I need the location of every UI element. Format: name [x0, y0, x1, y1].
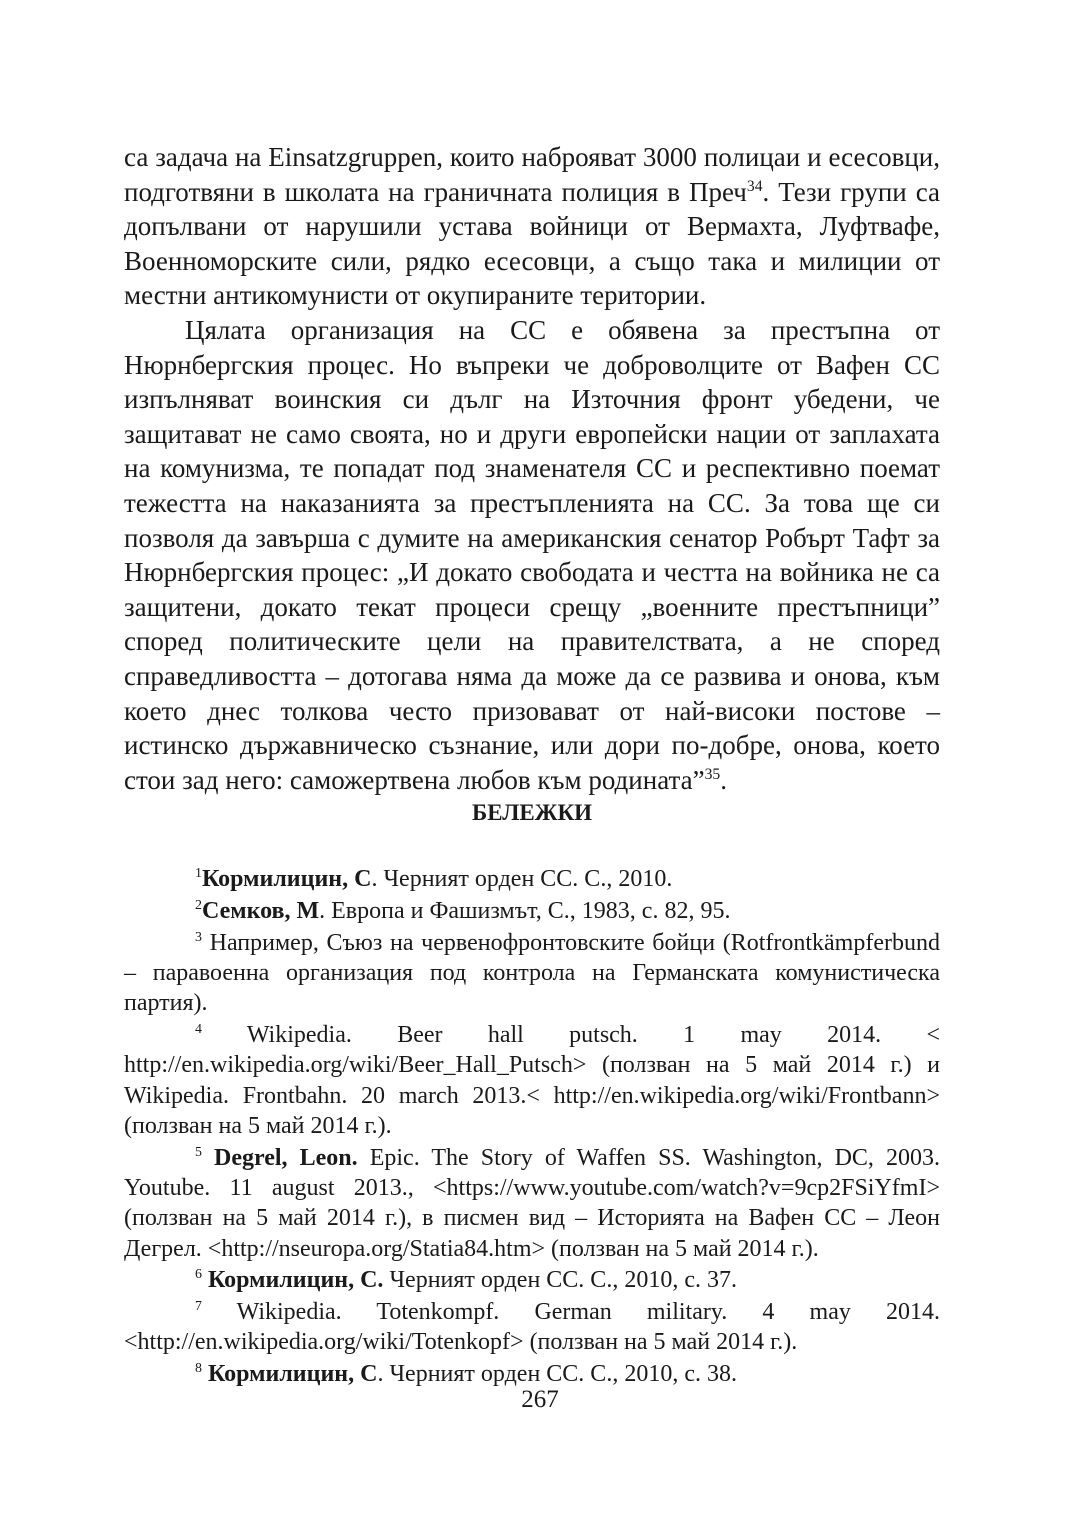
note-item: [124, 1297, 940, 1358]
note-author: Degrel, Leon.: [201, 1144, 358, 1171]
note-number: 8: [195, 1361, 202, 1377]
paragraph-1-text-end: . Тези групи са допълвани от нарушили устава войници от Вермахта, Луфтвафе, Военноморските сили, рядко есесовци, а също така и милиции от местни антикомунисти от окупираните територии.: [124, 176, 940, 311]
note-text: Wikipedia. Totenkompf. German military. 4 may 2014. <http://en.wikipedia.org/wiki/Totenkopf> (ползван на 5 май 2014 г.).: [124, 1299, 940, 1356]
note-number: 1: [195, 866, 202, 881]
note-item: [124, 1143, 940, 1264]
paragraph-2: [124, 313, 940, 797]
note-text: . Черният орден СС. С., 2010, с. 38.: [377, 1361, 737, 1388]
note-text: Черният орден СС. С., 2010, с. 37.: [383, 1267, 737, 1294]
note-text: . Европа и Фашизмът, С., 1983, с. 82, 95.: [319, 897, 731, 924]
note-text: . Черният орден СС. С., 2010.: [371, 866, 673, 892]
note-number: 6: [195, 1267, 202, 1283]
paragraph-1-text: са задача на Einsatzgruppen, които наброяват 3000 полицаи и есесовци, подготвяни в школата на граничната полиция в Преч: [124, 142, 940, 207]
paragraph-2-text: Цялата организация на СС е обявена за престъпна от Нюрнбергския процес. Но въпреки че доброволците от Вафен СС изпълняват воинския си дълг на Източния фронт убедени, че защитават не само своята, но и други европейски нации от заплахата на комунизма, те попадат под знаменателя СС и респективно поемат тежестта на наказанията за престъпленията на СС. За това ще си позволя да завърша с думите на американския сенатор Робърт Тафт за Нюрнбергския процес: „И докато свободата и честта на войника не са защитени, докато текат процеси срещу „военните престъпници” според политическите цели на правителствата, а не според справедливостта – дотогава няма да може да се развива и онова, към което днес толкова често призовават от най-високи постове – истинско държавническо съзнание, или дори по-добре, онова, което стои зад него: саможертвена любов към родината”: [124, 314, 940, 795]
note-number: 2: [195, 897, 202, 913]
page-number: 267: [521, 1386, 559, 1413]
paragraph-2-text-end: .: [720, 764, 727, 795]
note-number: 5: [195, 1144, 202, 1160]
notes-list: [124, 864, 940, 1391]
footnote-ref-35: 35: [704, 765, 721, 783]
note-author: Семков, М: [201, 897, 320, 924]
note-item: [124, 1265, 940, 1295]
note-item: [124, 1020, 940, 1141]
note-author: Кормилицин, С.: [201, 1267, 384, 1294]
note-author: Кормилицин, С: [201, 1361, 378, 1388]
note-item: [124, 1359, 940, 1389]
note-number: 7: [195, 1299, 202, 1315]
note-item: [124, 896, 940, 926]
note-author: Кормилицин, С: [201, 866, 372, 892]
note-number: 4: [195, 1021, 202, 1037]
note-item: [124, 928, 940, 1019]
note-text: Epic. The Story of Waffen SS. Washington, DC, 2003. Youtube. 11 august 2013., <https://www.youtube.com/watch?v=9cp2FSiYfmI> (ползван на 5 май 2014 г.), в писмен вид – Историята на Вафен СС – Леон Дегрел. <http://nseuropa.org/Statia84.htm> (ползван на 5 май 2014 г.).: [124, 1144, 941, 1262]
notes-heading: БЕЛЕЖКИ: [471, 800, 593, 825]
note-text: Например, Съюз на червенофронтовските бойци (Rotfrontkämpferbund – паравоенна организация под контрола на Германската комунистическа партия).: [124, 929, 940, 1017]
note-text: Wikipedia. Beer hall putsch. 1 may 2014. < http://en.wikipedia.org/wiki/Beer_Hall_Putsch> (ползван на 5 май 2014 г.) и Wikipedia. Frontbahn. 20 march 2013.< http://en.wikipedia.org/wiki/Frontbann> (ползван на 5 май 2014 г.).: [124, 1021, 940, 1139]
main-text: [124, 140, 940, 797]
note-number: 3: [195, 929, 202, 945]
paragraph-1: [124, 140, 940, 313]
note-item: [124, 864, 940, 894]
footnote-ref-34: 34: [746, 177, 763, 195]
